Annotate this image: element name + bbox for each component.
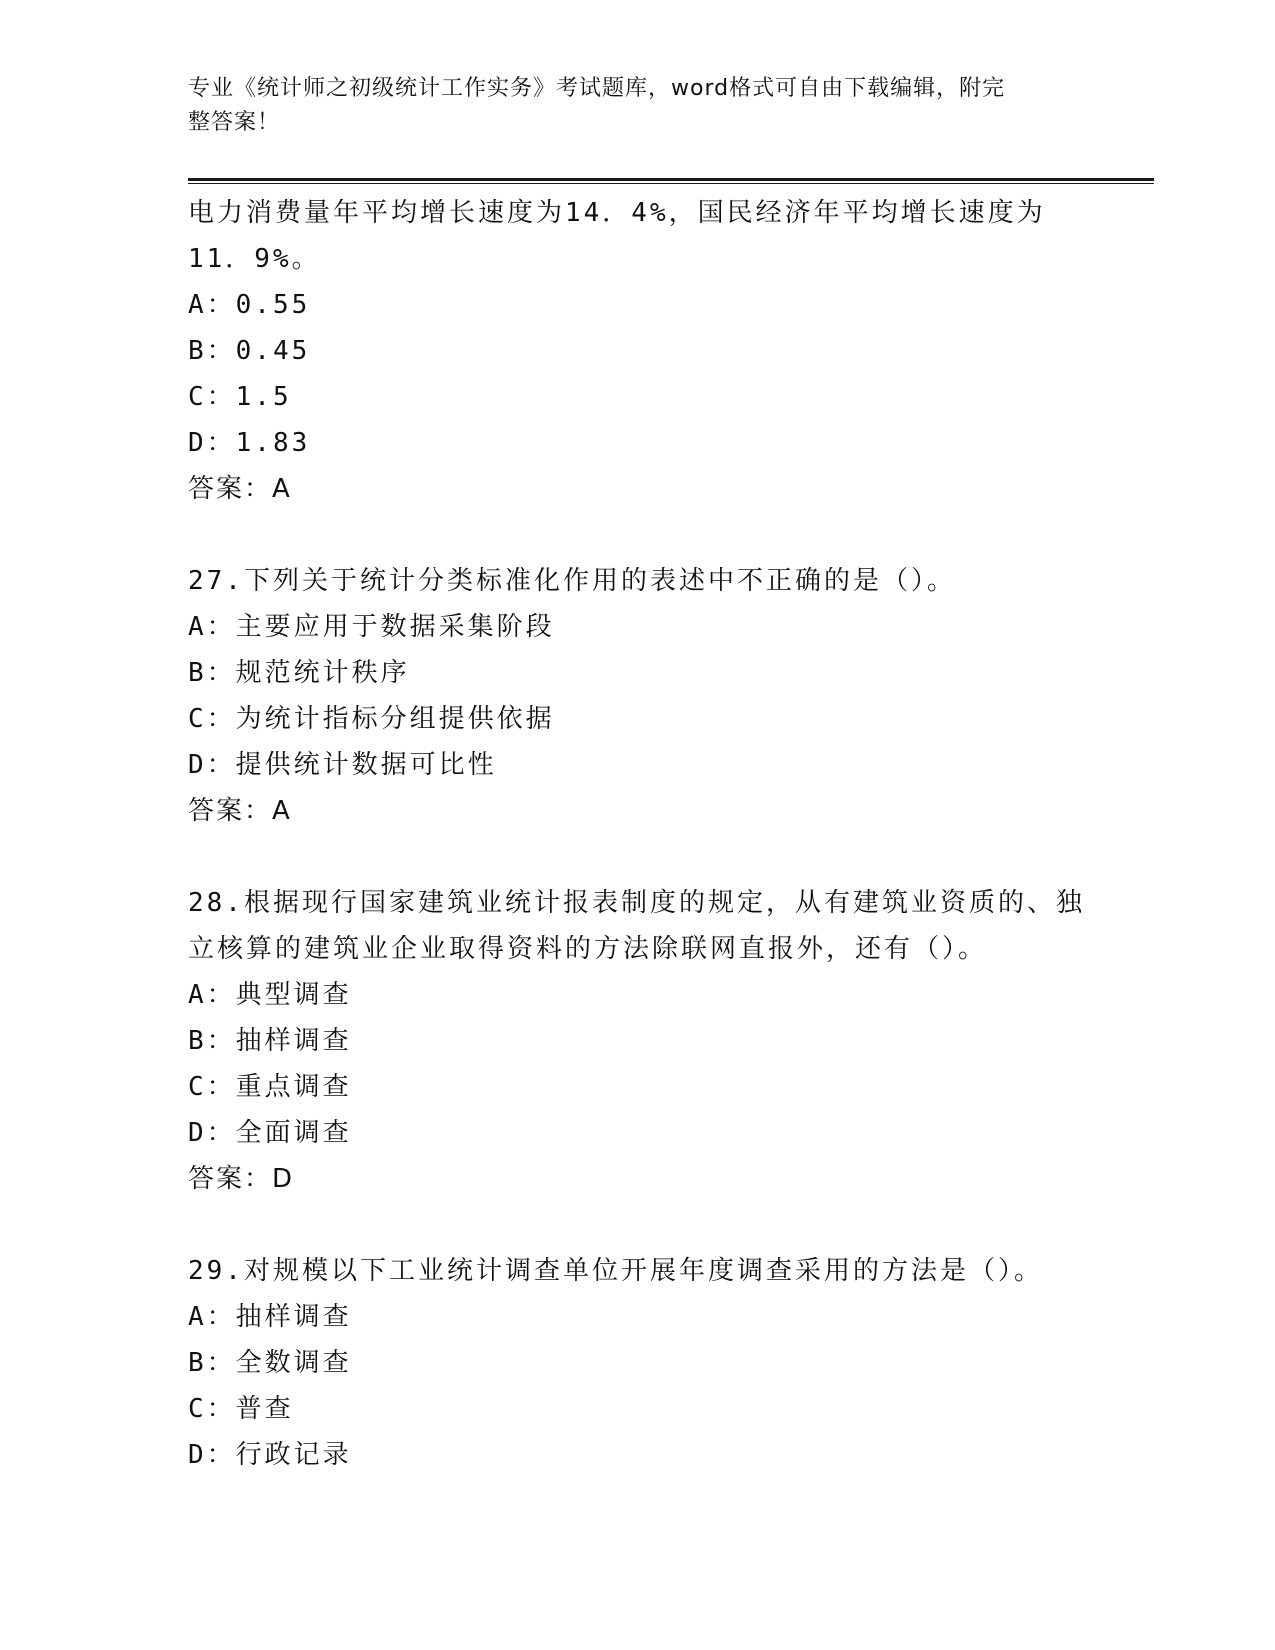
header-divider-thick: [188, 178, 1154, 181]
question-stem-line: 立核算的建筑业企业取得资料的方法除联网直报外，还有（）。: [188, 934, 988, 964]
header-line-2: 整答案！: [188, 110, 281, 135]
question-29: [188, 1248, 1088, 1478]
question-stem-line: 27.下列关于统计分类标准化作用的表述中不正确的是（）。: [188, 566, 956, 596]
option-c: C：普查: [188, 1394, 294, 1424]
option-d: D：1.83: [188, 428, 311, 458]
option-d: D：行政记录: [188, 1440, 352, 1470]
answer: 答案：A: [188, 796, 292, 826]
option-a: A：0.55: [188, 290, 311, 320]
question-28: [188, 880, 1088, 1202]
question-stem-line: 29.对规模以下工业统计调查单位开展年度调查采用的方法是（）。: [188, 1256, 1043, 1286]
option-b: B：0.45: [188, 336, 311, 366]
spacer: [188, 512, 1088, 558]
option-b: B：规范统计秩序: [188, 658, 410, 688]
document-body: [188, 190, 1088, 1478]
question-stem-line: 11．9%。: [188, 244, 321, 274]
answer: 答案：A: [188, 474, 292, 504]
option-b: B：抽样调查: [188, 1026, 352, 1056]
answer: 答案：D: [188, 1164, 295, 1194]
spacer: [188, 834, 1088, 880]
question-stem-line: 电力消费量年平均增长速度为14．4%，国民经济年平均增长速度为: [188, 198, 1046, 228]
option-c: C：为统计指标分组提供依据: [188, 704, 555, 734]
spacer: [188, 1202, 1088, 1248]
question-26: [188, 190, 1088, 512]
option-c: C：1.5: [188, 382, 292, 412]
question-27: [188, 558, 1088, 834]
option-a: A：抽样调查: [188, 1302, 352, 1332]
question-stem-line: 28.根据现行国家建筑业统计报表制度的规定，从有建筑业资质的、独: [188, 888, 1085, 918]
header-divider-thin: [188, 183, 1154, 184]
option-c: C：重点调查: [188, 1072, 352, 1102]
header-line-1: 专业《统计师之初级统计工作实务》考试题库，word格式可自由下载编辑，附完: [188, 76, 1006, 101]
option-a: A：典型调查: [188, 980, 352, 1010]
page-header: [188, 72, 1068, 140]
option-a: A：主要应用于数据采集阶段: [188, 612, 555, 642]
option-b: B：全数调查: [188, 1348, 352, 1378]
option-d: D：提供统计数据可比性: [188, 750, 497, 780]
option-d: D：全面调查: [188, 1118, 352, 1148]
